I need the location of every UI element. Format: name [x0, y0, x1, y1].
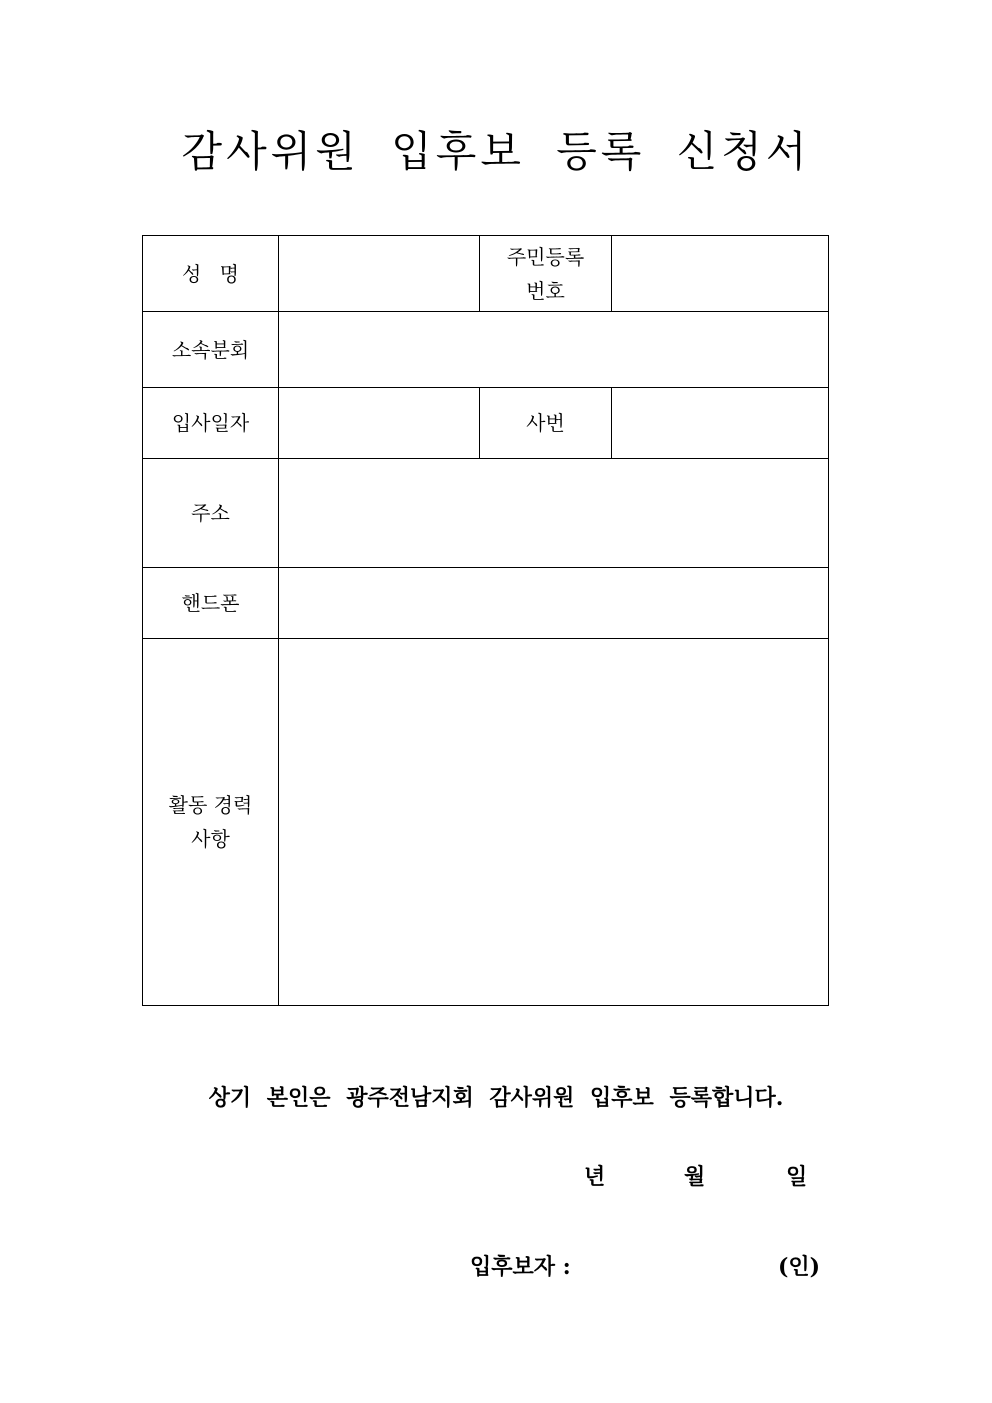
- hire-date-field[interactable]: [279, 388, 480, 459]
- pledge-statement: 상기 본인은 광주전남지회 감사위원 입후보 등록합니다.: [208, 1085, 784, 1111]
- row-branch: [143, 312, 829, 388]
- row-activity: [143, 639, 829, 1006]
- document-title: 감사위원 입후보 등록 신청서: [181, 127, 811, 176]
- applicant-label: 입후보자 :: [470, 1254, 571, 1280]
- seal-mark: (인): [778, 1254, 821, 1280]
- name-label: 성 명: [143, 236, 279, 312]
- row-address: [143, 459, 829, 568]
- date-year-label: 년: [584, 1164, 606, 1190]
- row-phone: [143, 568, 829, 639]
- employee-number-label: 사번: [480, 388, 612, 459]
- branch-field[interactable]: [279, 312, 829, 388]
- phone-label: 핸드폰: [143, 568, 279, 639]
- address-label: 주소: [143, 459, 279, 568]
- activity-field[interactable]: [279, 639, 829, 1006]
- activity-label: 활동 경력 사항: [143, 639, 279, 1006]
- row-hire-date: [143, 388, 829, 459]
- phone-field[interactable]: [279, 568, 829, 639]
- resident-number-field[interactable]: [612, 236, 829, 312]
- row-name: [143, 236, 829, 312]
- application-form-table: [142, 235, 829, 1006]
- name-field[interactable]: [279, 236, 480, 312]
- employee-number-field[interactable]: [612, 388, 829, 459]
- date-day-label: 일: [786, 1164, 808, 1190]
- hire-date-label: 입사일자: [143, 388, 279, 459]
- resident-number-label: 주민등록 번호: [480, 236, 612, 312]
- address-field[interactable]: [279, 459, 829, 568]
- date-month-label: 월: [684, 1164, 706, 1190]
- branch-label: 소속분회: [143, 312, 279, 388]
